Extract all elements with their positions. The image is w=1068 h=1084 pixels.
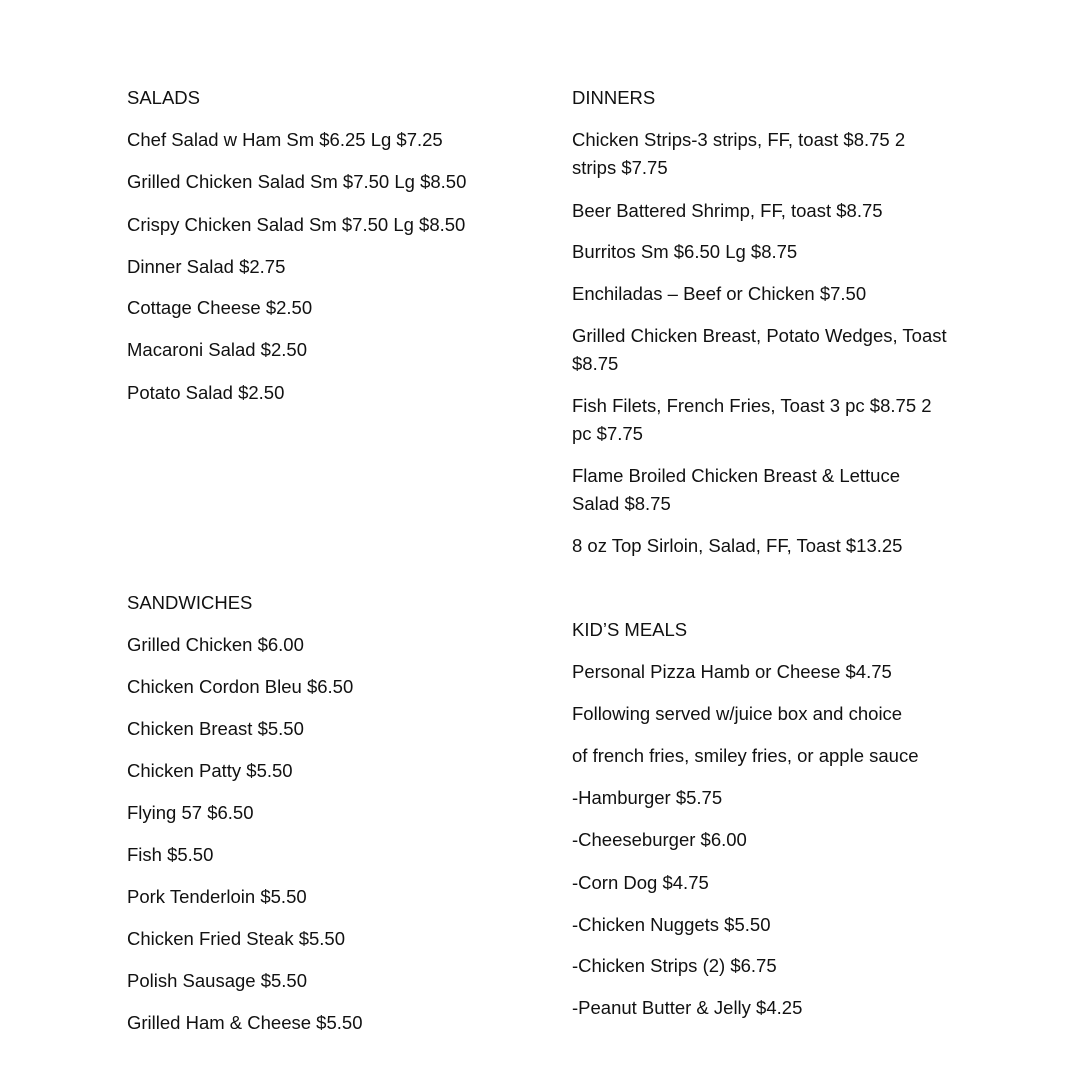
sandwiches-heading: SANDWICHES bbox=[127, 592, 253, 613]
menu-item: -Chicken Strips (2) $6.75 bbox=[572, 955, 777, 976]
menu-item: Fish $5.50 bbox=[127, 844, 214, 865]
menu-item: Macaroni Salad $2.50 bbox=[127, 339, 307, 360]
menu-item: Potato Salad $2.50 bbox=[127, 382, 285, 403]
menu-item: Cottage Cheese $2.50 bbox=[127, 297, 313, 318]
menu-item: Fish Filets, French Fries, Toast 3 pc $8.75 2 pc $7.75 bbox=[572, 395, 932, 444]
menu-item: Chicken Breast $5.50 bbox=[127, 718, 304, 739]
dinners-heading: DINNERS bbox=[572, 87, 656, 108]
menu-item: Grilled Chicken Breast, Potato Wedges, Toast $8.75 bbox=[572, 325, 947, 374]
salads-heading: SALADS bbox=[127, 87, 201, 108]
menu-item: Grilled Chicken Salad Sm $7.50 Lg $8.50 bbox=[127, 171, 467, 192]
menu-item: Pork Tenderloin $5.50 bbox=[127, 886, 307, 907]
menu-item: Beer Battered Shrimp, FF, toast $8.75 bbox=[572, 200, 883, 221]
menu-item: -Peanut Butter & Jelly $4.25 bbox=[572, 997, 803, 1018]
menu-item: -Chicken Nuggets $5.50 bbox=[572, 914, 771, 935]
menu-item: Enchiladas – Beef or Chicken $7.50 bbox=[572, 283, 867, 304]
menu-note: of french fries, smiley fries, or apple sauce bbox=[572, 745, 919, 766]
menu-item: 8 oz Top Sirloin, Salad, FF, Toast $13.25 bbox=[572, 535, 903, 556]
menu-item: -Cheeseburger $6.00 bbox=[572, 829, 747, 850]
menu-item: Polish Sausage $5.50 bbox=[127, 970, 307, 991]
menu-item: Flame Broiled Chicken Breast & Lettuce Salad $8.75 bbox=[572, 465, 901, 514]
menu-item: Burritos Sm $6.50 Lg $8.75 bbox=[572, 241, 798, 262]
menu-item: Chicken Patty $5.50 bbox=[127, 760, 293, 781]
menu-item: -Hamburger $5.75 bbox=[572, 787, 723, 808]
menu-note: Following served w/juice box and choice bbox=[572, 703, 903, 724]
menu-item: Chicken Cordon Bleu $6.50 bbox=[127, 676, 354, 697]
menu-item: Grilled Chicken $6.00 bbox=[127, 634, 304, 655]
menu-item: Crispy Chicken Salad Sm $7.50 Lg $8.50 bbox=[127, 214, 466, 235]
menu-item: Chef Salad w Ham Sm $6.25 Lg $7.25 bbox=[127, 129, 443, 150]
menu-item: Grilled Ham & Cheese $5.50 bbox=[127, 1012, 363, 1033]
menu-item: Chicken Fried Steak $5.50 bbox=[127, 928, 346, 949]
menu-item: -Corn Dog $4.75 bbox=[572, 872, 709, 893]
menu-item: Chicken Strips-3 strips, FF, toast $8.75 2 strips $7.75 bbox=[572, 129, 906, 178]
menu-item: Personal Pizza Hamb or Cheese $4.75 bbox=[572, 661, 892, 682]
menu-item: Dinner Salad $2.75 bbox=[127, 256, 286, 277]
menu-item: Flying 57 $6.50 bbox=[127, 802, 254, 823]
kids-meals-heading: KID’S MEALS bbox=[572, 619, 688, 640]
